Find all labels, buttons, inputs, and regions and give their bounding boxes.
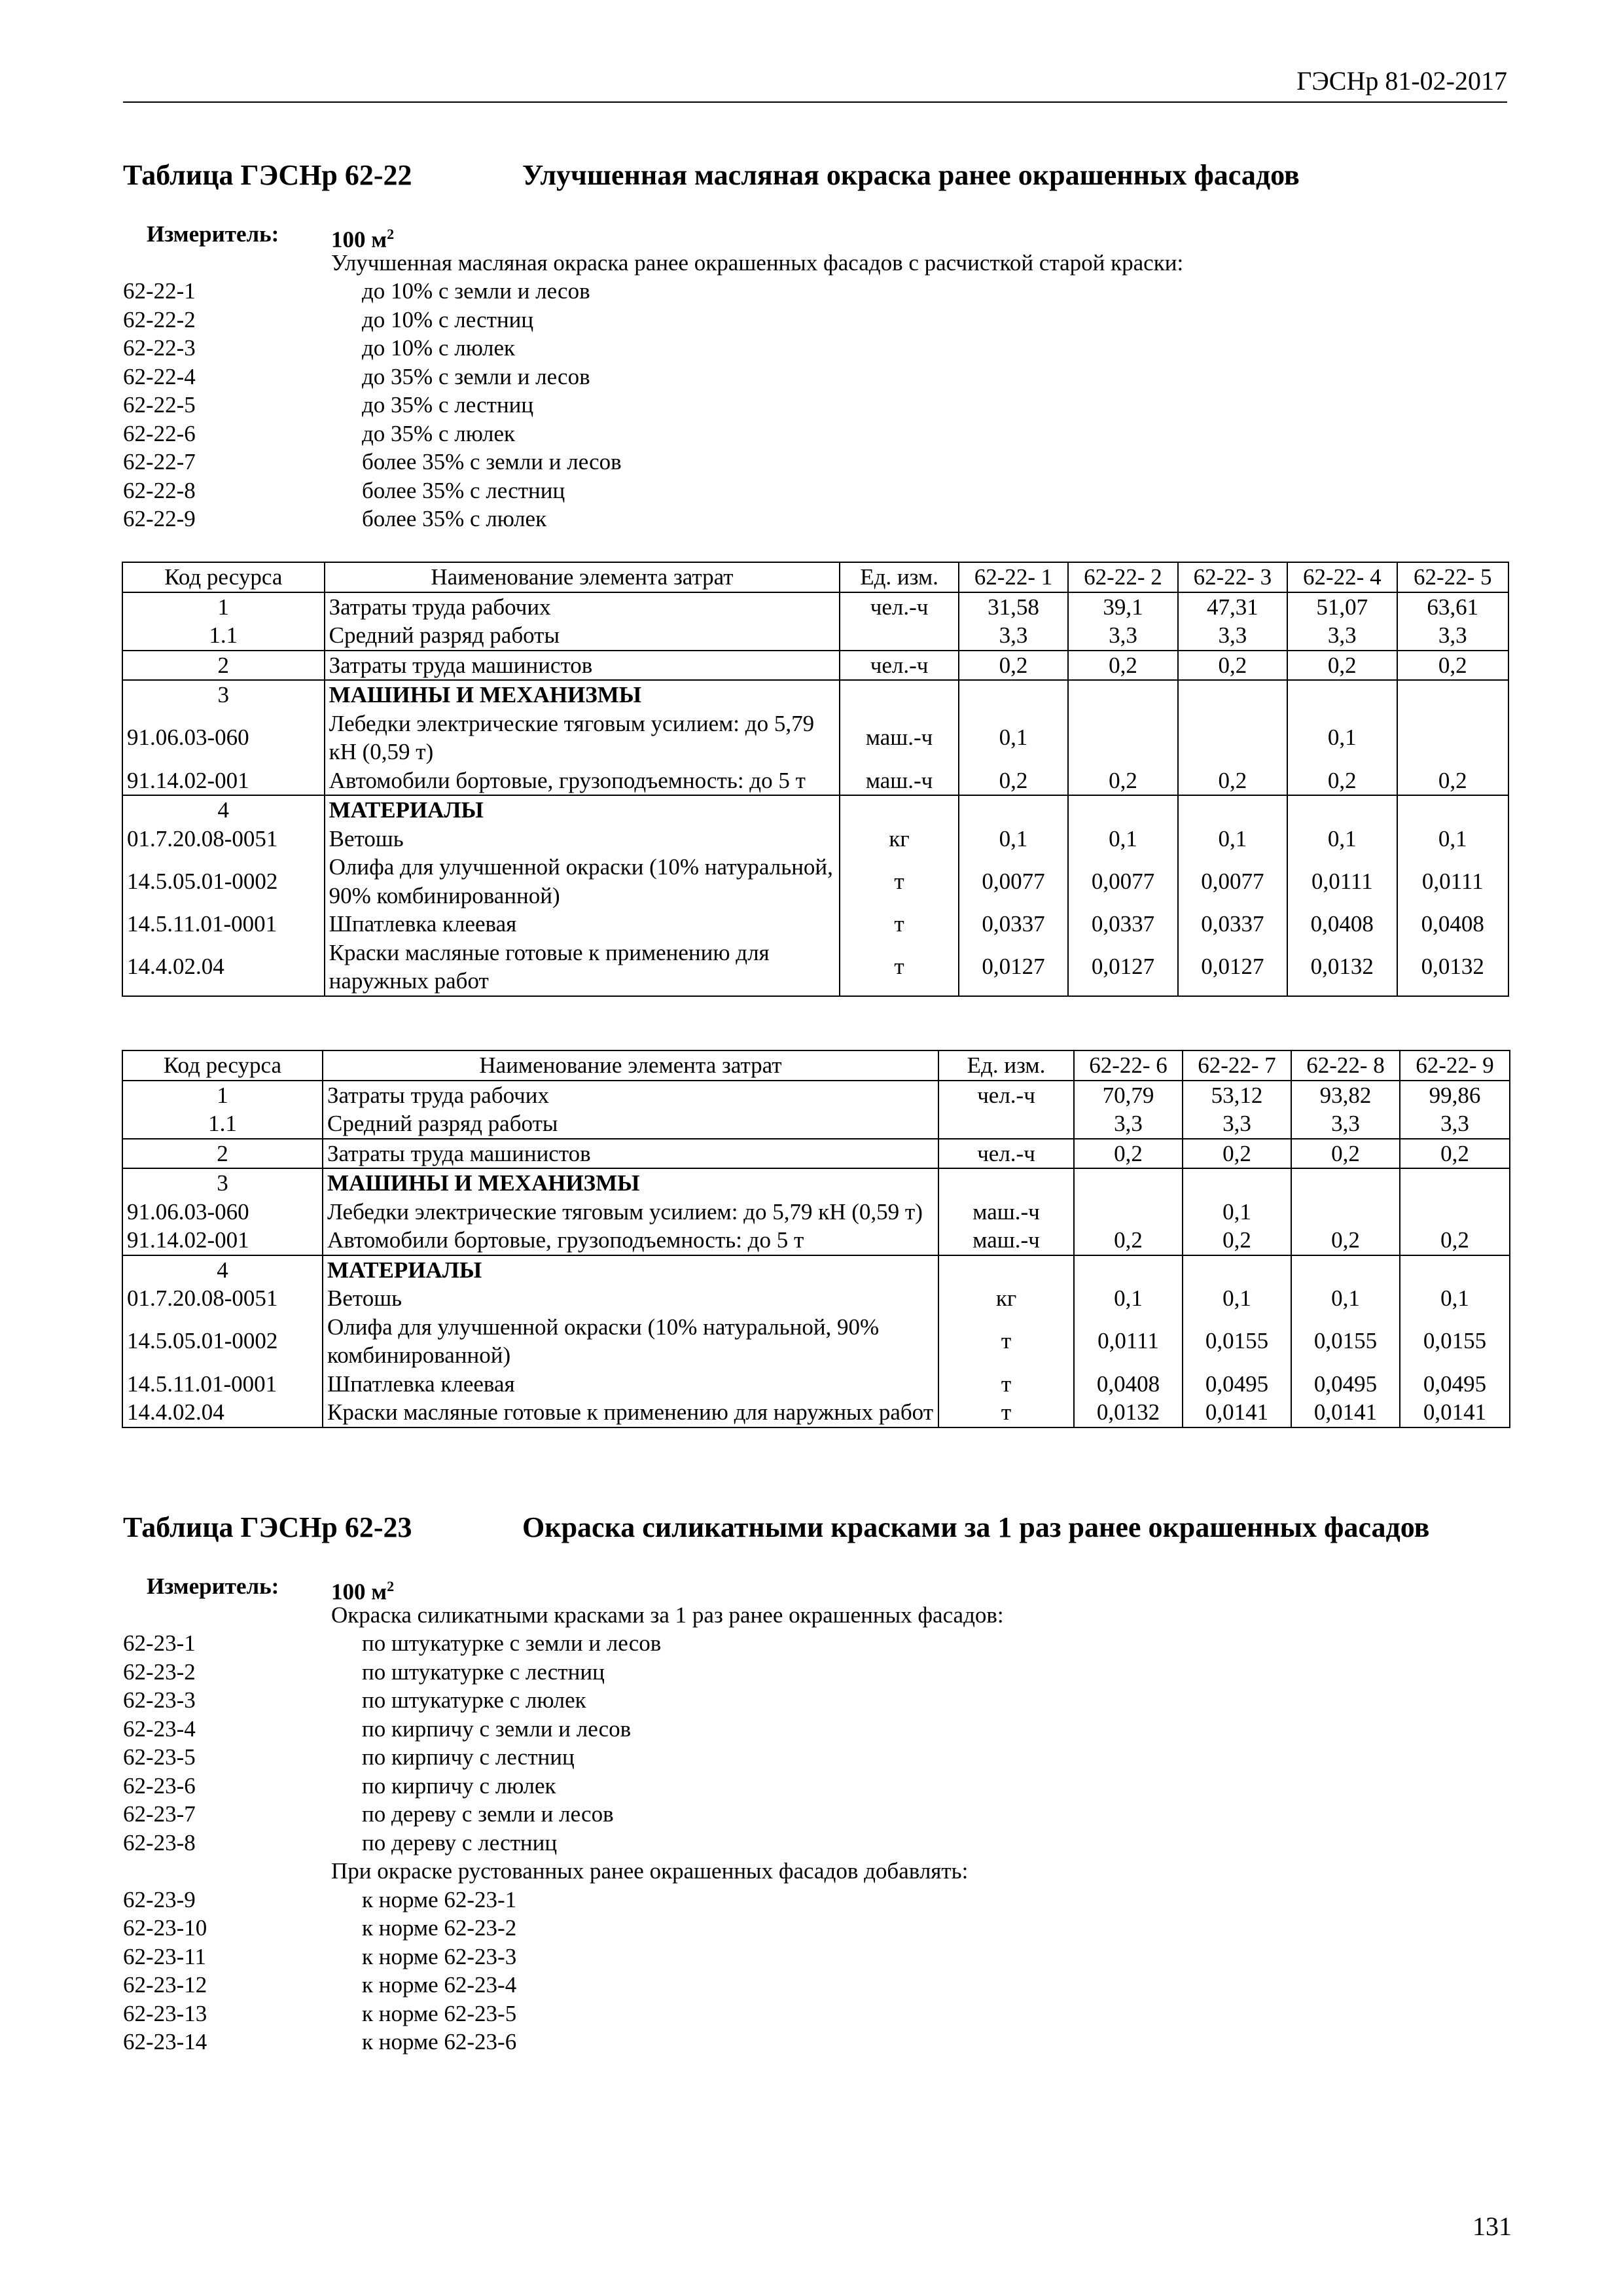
norm-value: 0,1 — [1068, 825, 1177, 853]
norm-code: 62-23-5 — [123, 1744, 196, 1770]
list-item — [123, 448, 1510, 476]
norm-value — [1400, 1198, 1510, 1227]
norm-value: 53,12 — [1183, 1081, 1291, 1110]
column-header: 62-22- 9 — [1400, 1050, 1510, 1081]
cost-element-name: Ветошь — [325, 825, 840, 853]
resource-code: 1.1 — [122, 621, 325, 651]
measure-heading: Окраска силикатными красками за 1 раз ранее окрашенных фасадов: — [331, 1602, 1004, 1628]
cost-element-name: МАТЕРИАЛЫ — [323, 1255, 938, 1285]
measure-block — [123, 1572, 1510, 2056]
norm-value: 63,61 — [1397, 592, 1508, 622]
norm-value: 3,3 — [1291, 1109, 1400, 1139]
resource-code: 14.5.05.01-0002 — [122, 1313, 323, 1370]
section-62-22 — [123, 154, 1510, 533]
norm-value: 3,3 — [1397, 621, 1508, 651]
norm-value: 0,0337 — [959, 910, 1068, 939]
norm-value: 0,0337 — [1068, 910, 1177, 939]
list-item — [123, 363, 1510, 391]
norm-description: к норме 62-23-6 — [362, 2029, 517, 2054]
norm-value: 0,2 — [1400, 1139, 1510, 1169]
norm-value: 0,0111 — [1074, 1313, 1183, 1370]
norm-value: 93,82 — [1291, 1081, 1400, 1110]
norm-code: 62-22-9 — [123, 506, 196, 531]
unit-of-measure: т — [840, 910, 959, 939]
norm-value: 0,1 — [1178, 825, 1287, 853]
norm-description: по штукатурке с люлек — [362, 1687, 586, 1713]
cost-element-name: Затраты труда машинистов — [323, 1139, 938, 1169]
norm-value — [1074, 1255, 1183, 1285]
norm-code: 62-22-2 — [123, 306, 196, 332]
norm-description: по кирпичу с лестниц — [362, 1744, 575, 1770]
resource-code: 91.14.02-001 — [122, 1226, 323, 1255]
section-62-23 — [123, 1507, 1510, 2056]
unit-of-measure: т — [938, 1370, 1074, 1399]
norm-code: 62-23-6 — [123, 1772, 196, 1799]
norm-value — [1178, 795, 1287, 825]
norm-code: 62-23-4 — [123, 1715, 196, 1742]
column-header: 62-22- 4 — [1287, 562, 1397, 592]
norm-list — [123, 277, 1510, 533]
norm-value: 0,2 — [1400, 1226, 1510, 1255]
list-item — [123, 1629, 1510, 1658]
norm-code: 62-23-9 — [123, 1886, 196, 1912]
norm-description: к норме 62-23-3 — [362, 1943, 517, 1969]
norm-value: 0,0132 — [1397, 939, 1508, 996]
cost-element-name: МАТЕРИАЛЫ — [325, 795, 840, 825]
unit-of-measure: маш.-ч — [938, 1226, 1074, 1255]
list-item — [123, 334, 1510, 363]
norm-value: 0,2 — [1287, 651, 1397, 681]
resource-code: 14.4.02.04 — [122, 939, 325, 996]
norm-code: 62-23-13 — [123, 2000, 207, 2026]
unit-of-measure — [840, 795, 959, 825]
norm-value — [1183, 1255, 1291, 1285]
column-header: 62-22- 6 — [1074, 1050, 1183, 1081]
norm-value: 0,1 — [1400, 1284, 1510, 1313]
unit-of-measure: т — [840, 853, 959, 910]
norm-value: 0,0141 — [1183, 1398, 1291, 1427]
resource-code: 4 — [122, 1255, 323, 1285]
norm-code: 62-23-3 — [123, 1687, 196, 1713]
list-item — [123, 1772, 1510, 1801]
column-header: Наименование элемента затрат — [325, 562, 840, 592]
norm-value — [1397, 709, 1508, 766]
norm-value — [1068, 709, 1177, 766]
norm-value: 0,0077 — [1178, 853, 1287, 910]
norm-value — [1178, 709, 1287, 766]
norm-value: 0,1 — [959, 825, 1068, 853]
column-header: 62-22- 2 — [1068, 562, 1177, 592]
column-header: Код ресурса — [122, 1050, 323, 1081]
norm-list — [123, 1629, 1510, 1857]
norm-description: по кирпичу с земли и лесов — [362, 1715, 632, 1742]
page-number: 131 — [1472, 2212, 1512, 2241]
norm-code: 62-22-7 — [123, 449, 196, 475]
norm-value: 0,0077 — [959, 853, 1068, 910]
table-number: Таблица ГЭСНр 62-22 — [123, 159, 412, 191]
norm-value: 0,2 — [959, 766, 1068, 796]
resource-table-2 — [122, 1050, 1510, 1428]
list-item — [123, 1686, 1510, 1715]
cost-element-name: Лебедки электрические тяговым усилием: до 5,79 кН (0,59 т) — [323, 1198, 938, 1227]
measure-heading: Улучшенная масляная окраска ранее окрашенных фасадов с расчисткой старой краски: — [331, 249, 1184, 276]
table-row — [122, 709, 1508, 766]
cost-element-name: Автомобили бортовые, грузоподъемность: до 5 т — [325, 766, 840, 796]
resource-code: 14.4.02.04 — [122, 1398, 323, 1427]
table-header-row — [122, 562, 1508, 592]
norm-value: 0,0111 — [1287, 853, 1397, 910]
norm-value: 0,2 — [1397, 651, 1508, 681]
norm-value: 0,0127 — [1178, 939, 1287, 996]
table-row — [122, 795, 1508, 825]
norm-value — [1397, 795, 1508, 825]
norm-value — [1291, 1198, 1400, 1227]
norm-value: 0,1 — [1397, 825, 1508, 853]
column-header: 62-22- 3 — [1178, 562, 1287, 592]
unit-of-measure: т — [938, 1398, 1074, 1427]
norm-value: 0,0132 — [1287, 939, 1397, 996]
resource-code: 14.5.11.01-0001 — [122, 910, 325, 939]
unit-of-measure — [938, 1255, 1074, 1285]
cost-element-name: Олифа для улучшенной окраски (10% натуральной, 90% комбинированной) — [325, 853, 840, 910]
norm-value: 0,2 — [1183, 1226, 1291, 1255]
table-row — [122, 1313, 1510, 1370]
norm-value: 0,2 — [1178, 651, 1287, 681]
norm-value: 0,0127 — [959, 939, 1068, 996]
cost-element-name: МАШИНЫ И МЕХАНИЗМЫ — [325, 680, 840, 709]
resource-code: 14.5.11.01-0001 — [122, 1370, 323, 1399]
norm-value — [1068, 680, 1177, 709]
norm-code: 62-22-6 — [123, 420, 196, 446]
norm-code: 62-23-14 — [123, 2029, 207, 2054]
table-row — [122, 1081, 1510, 1110]
cost-element-name: Затраты труда рабочих — [323, 1081, 938, 1110]
cost-element-name: Краски масляные готовые к применению для наружных работ — [325, 939, 840, 996]
column-header: Наименование элемента затрат — [323, 1050, 938, 1081]
norm-value: 0,0408 — [1074, 1370, 1183, 1399]
resource-code: 3 — [122, 680, 325, 709]
norm-value: 0,0132 — [1074, 1398, 1183, 1427]
norm-value: 51,07 — [1287, 592, 1397, 622]
norm-description: до 35% с земли и лесов — [362, 363, 590, 389]
norm-value: 0,1 — [1183, 1198, 1291, 1227]
norm-value: 0,2 — [959, 651, 1068, 681]
norm-value: 0,2 — [1074, 1226, 1183, 1255]
column-header: Ед. изм. — [840, 562, 959, 592]
list-item — [123, 1743, 1510, 1772]
norm-description: по штукатурке с лестниц — [362, 1659, 605, 1685]
norm-value: 0,0155 — [1183, 1313, 1291, 1370]
list-item — [123, 420, 1510, 448]
column-header: Ед. изм. — [938, 1050, 1074, 1081]
resource-code: 1.1 — [122, 1109, 323, 1139]
norm-value — [1287, 795, 1397, 825]
norm-value: 47,31 — [1178, 592, 1287, 622]
norm-description: по штукатурке с земли и лесов — [362, 1630, 662, 1656]
norm-value: 3,3 — [1287, 621, 1397, 651]
cost-element-name: Автомобили бортовые, грузоподъемность: до 5 т — [323, 1226, 938, 1255]
norm-value: 0,0495 — [1400, 1370, 1510, 1399]
list-item — [123, 1886, 1510, 1914]
norm-list — [123, 1886, 1510, 2056]
unit-of-measure — [938, 1109, 1074, 1139]
list-item — [123, 505, 1510, 533]
cost-element-name: Средний разряд работы — [325, 621, 840, 651]
norm-value: 3,3 — [1400, 1109, 1510, 1139]
norm-description: до 10% с люлек — [362, 335, 515, 361]
column-header: 62-22- 5 — [1397, 562, 1508, 592]
table-title: Окраска силикатными красками за 1 раз ранее окрашенных фасадов — [522, 1511, 1430, 1543]
norm-value: 0,2 — [1068, 651, 1177, 681]
norm-code: 62-23-11 — [123, 1943, 207, 1969]
unit-of-measure: маш.-ч — [840, 766, 959, 796]
norm-description: по дереву с лестниц — [362, 1829, 558, 1856]
list-item — [123, 1971, 1510, 2000]
table-row — [122, 1139, 1510, 1169]
table-row — [122, 1398, 1510, 1427]
cost-element-name: МАШИНЫ И МЕХАНИЗМЫ — [323, 1168, 938, 1198]
cost-element-name: Затраты труда рабочих — [325, 592, 840, 622]
table-number: Таблица ГЭСНр 62-23 — [123, 1511, 412, 1543]
norm-value: 31,58 — [959, 592, 1068, 622]
unit-of-measure: маш.-ч — [938, 1198, 1074, 1227]
unit-of-measure: кг — [938, 1284, 1074, 1313]
unit-of-measure: чел.-ч — [938, 1081, 1074, 1110]
norm-value: 99,86 — [1400, 1081, 1510, 1110]
norm-description: до 10% с земли и лесов — [362, 278, 590, 304]
norm-value — [1074, 1198, 1183, 1227]
norm-value — [1291, 1255, 1400, 1285]
table-row — [122, 592, 1508, 622]
norm-value: 70,79 — [1074, 1081, 1183, 1110]
resource-code: 91.14.02-001 — [122, 766, 325, 796]
resource-code: 1 — [122, 592, 325, 622]
table-row — [122, 766, 1508, 796]
list-item — [123, 2028, 1510, 2056]
measure-label: Измеритель: — [147, 1573, 279, 1599]
norm-value: 0,0077 — [1068, 853, 1177, 910]
norm-value — [959, 795, 1068, 825]
list-item — [123, 1914, 1510, 1943]
norm-value: 39,1 — [1068, 592, 1177, 622]
norm-value — [1400, 1255, 1510, 1285]
cost-element-name: Ветошь — [323, 1284, 938, 1313]
measure-label: Измеритель: — [147, 221, 279, 247]
unit-of-measure: чел.-ч — [938, 1139, 1074, 1169]
table-title: Улучшенная масляная окраска ранее окрашенных фасадов — [522, 159, 1300, 191]
norm-value — [1287, 680, 1397, 709]
table-header-row — [122, 1050, 1510, 1081]
norm-value: 0,1 — [1291, 1284, 1400, 1313]
list-item — [123, 1658, 1510, 1687]
table-row — [122, 1198, 1510, 1227]
column-header: Код ресурса — [122, 562, 325, 592]
norm-code: 62-23-7 — [123, 1801, 196, 1827]
cost-element-name: Олифа для улучшенной окраски (10% натуральной, 90% комбинированной) — [323, 1313, 938, 1370]
norm-description: до 10% с лестниц — [362, 306, 534, 332]
norm-value: 0,2 — [1183, 1139, 1291, 1169]
norm-value: 0,0495 — [1291, 1370, 1400, 1399]
norm-value: 0,0337 — [1178, 910, 1287, 939]
table-row — [122, 680, 1508, 709]
cost-element-name: Средний разряд работы — [323, 1109, 938, 1139]
section-title — [123, 154, 1510, 196]
list-item — [123, 1943, 1510, 1971]
cost-element-name: Краски масляные готовые к применению для наружных работ — [323, 1398, 938, 1427]
resource-table-1 — [122, 562, 1509, 997]
table-row — [122, 853, 1508, 910]
unit-of-measure — [938, 1168, 1074, 1198]
list-item — [123, 1800, 1510, 1829]
column-header: 62-22- 1 — [959, 562, 1068, 592]
norm-value: 3,3 — [1178, 621, 1287, 651]
norm-value: 0,0127 — [1068, 939, 1177, 996]
norm-value: 0,2 — [1291, 1139, 1400, 1169]
norm-value: 0,0495 — [1183, 1370, 1291, 1399]
section-title — [123, 1507, 1510, 1549]
norm-description: до 35% с люлек — [362, 420, 515, 446]
list-item — [123, 476, 1510, 505]
norm-code: 62-22-5 — [123, 392, 196, 418]
norm-code: 62-23-2 — [123, 1659, 196, 1685]
norm-value — [1291, 1168, 1400, 1198]
norm-value: 0,1 — [1183, 1284, 1291, 1313]
list-item — [123, 1829, 1510, 1857]
norm-value: 0,2 — [1291, 1226, 1400, 1255]
norm-value: 0,1 — [1074, 1284, 1183, 1313]
norm-value: 0,0111 — [1397, 853, 1508, 910]
unit-of-measure — [840, 680, 959, 709]
resource-code: 91.06.03-060 — [122, 709, 325, 766]
norm-code: 62-22-8 — [123, 477, 196, 503]
norm-value — [1397, 680, 1508, 709]
list-item — [123, 306, 1510, 334]
norm-code: 62-23-10 — [123, 1915, 207, 1941]
norm-value — [1400, 1168, 1510, 1198]
unit-of-measure — [840, 621, 959, 651]
norm-description: по дереву с земли и лесов — [362, 1801, 614, 1827]
norm-value: 3,3 — [1068, 621, 1177, 651]
norm-value: 0,2 — [1074, 1139, 1183, 1169]
norm-value: 0,0155 — [1291, 1313, 1400, 1370]
norm-value: 0,2 — [1178, 766, 1287, 796]
norm-description: к норме 62-23-2 — [362, 1915, 517, 1941]
norm-value: 0,1 — [1287, 825, 1397, 853]
norm-value: 0,0408 — [1397, 910, 1508, 939]
column-header: 62-22- 7 — [1183, 1050, 1291, 1081]
column-header: 62-22- 8 — [1291, 1050, 1400, 1081]
norm-value: 0,0155 — [1400, 1313, 1510, 1370]
resource-code: 2 — [122, 651, 325, 681]
norm-value: 0,1 — [1287, 709, 1397, 766]
running-header — [123, 65, 1507, 103]
measure-block — [123, 220, 1510, 533]
table-row — [122, 1168, 1510, 1198]
norm-value: 0,0141 — [1400, 1398, 1510, 1427]
norm-code: 62-22-4 — [123, 363, 196, 389]
norm-value — [1178, 680, 1287, 709]
table-row — [122, 651, 1508, 681]
document-code: ГЭСНр 81-02-2017 — [1296, 66, 1507, 96]
norm-value: 0,2 — [1397, 766, 1508, 796]
cost-element-name: Лебедки электрические тяговым усилием: до 5,79 кН (0,59 т) — [325, 709, 840, 766]
unit-of-measure: чел.-ч — [840, 651, 959, 681]
norm-description: более 35% с земли и лесов — [362, 449, 622, 475]
resource-code: 4 — [122, 795, 325, 825]
norm-description: к норме 62-23-5 — [362, 2000, 517, 2026]
norm-description: по кирпичу с люлек — [362, 1772, 556, 1799]
cost-element-name: Шпатлевка клеевая — [323, 1370, 938, 1399]
measure-unit: 100 $м^2$ — [331, 1578, 395, 1605]
cost-element-name: Затраты труда машинистов — [325, 651, 840, 681]
resource-code: 14.5.05.01-0002 — [122, 853, 325, 910]
norm-value — [1068, 795, 1177, 825]
measure-unit: 100 $м^2$ — [331, 226, 395, 253]
norm-value: 3,3 — [1183, 1109, 1291, 1139]
cost-element-name: Шпатлевка клеевая — [325, 910, 840, 939]
resource-code: 3 — [122, 1168, 323, 1198]
list-item — [123, 1715, 1510, 1744]
list-item — [123, 391, 1510, 420]
resource-code: 1 — [122, 1081, 323, 1110]
table-row — [122, 1109, 1510, 1139]
norm-code: 62-23-8 — [123, 1829, 196, 1856]
resource-code: 01.7.20.08-0051 — [122, 825, 325, 853]
norm-code: 62-22-3 — [123, 335, 196, 361]
table-row — [122, 1284, 1510, 1313]
table-row — [122, 1370, 1510, 1399]
resource-code: 2 — [122, 1139, 323, 1169]
norm-value — [959, 680, 1068, 709]
norm-value: 3,3 — [1074, 1109, 1183, 1139]
unit-of-measure: т — [840, 939, 959, 996]
resource-code: 91.06.03-060 — [122, 1198, 323, 1227]
norm-value: 0,0141 — [1291, 1398, 1400, 1427]
unit-of-measure: маш.-ч — [840, 709, 959, 766]
norm-value — [1074, 1168, 1183, 1198]
norm-value — [1183, 1168, 1291, 1198]
norm-code: 62-23-1 — [123, 1630, 196, 1656]
norm-description: к норме 62-23-4 — [362, 1972, 517, 1998]
table-row — [122, 939, 1508, 996]
measure-heading-2: При окраске рустованных ранее окрашенных фасадов добавлять: — [331, 1858, 969, 1884]
norm-value: 0,2 — [1068, 766, 1177, 796]
norm-value: 0,1 — [959, 709, 1068, 766]
list-item — [123, 2000, 1510, 2028]
unit-of-measure: т — [938, 1313, 1074, 1370]
list-item — [123, 277, 1510, 306]
table-row — [122, 1226, 1510, 1255]
unit-of-measure: чел.-ч — [840, 592, 959, 622]
norm-value: 0,2 — [1287, 766, 1397, 796]
norm-description: более 35% с люлек — [362, 506, 547, 531]
norm-value: 0,0408 — [1287, 910, 1397, 939]
unit-of-measure: кг — [840, 825, 959, 853]
norm-value: 3,3 — [959, 621, 1068, 651]
table-row — [122, 621, 1508, 651]
norm-description: до 35% с лестниц — [362, 392, 534, 418]
norm-code: 62-22-1 — [123, 278, 196, 304]
norm-code: 62-23-12 — [123, 1972, 207, 1998]
norm-description: более 35% с лестниц — [362, 477, 565, 503]
resource-code: 01.7.20.08-0051 — [122, 1284, 323, 1313]
table-row — [122, 1255, 1510, 1285]
norm-description: к норме 62-23-1 — [362, 1886, 517, 1912]
table-row — [122, 910, 1508, 939]
table-row — [122, 825, 1508, 853]
